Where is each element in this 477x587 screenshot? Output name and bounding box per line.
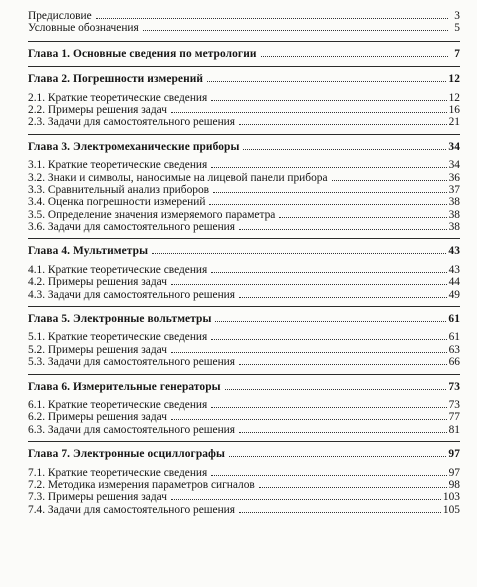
toc-page-number: 43	[448, 245, 460, 258]
toc-chapter-title: Глава 7. Электронные осциллографы	[28, 448, 226, 461]
toc-page-number: 105	[442, 503, 460, 516]
toc-chapter-4[interactable]	[28, 245, 460, 257]
toc-entry-label: 4.3. Задачи для самостоятельного решения	[28, 288, 236, 301]
toc-entry-label: 3.5. Определение значения измеряемого параметра	[28, 208, 276, 221]
dot-leader	[239, 123, 447, 125]
toc-section-7-3[interactable]	[28, 491, 460, 503]
toc-entry-label: 4.1. Краткие теоретические сведения	[28, 263, 208, 276]
toc-page-number: 49	[448, 288, 460, 301]
dot-leader	[96, 17, 448, 19]
toc-page-number: 16	[448, 103, 460, 116]
toc-chapter-title: Глава 4. Мультиметры	[28, 245, 149, 258]
toc-page-number: 34	[448, 159, 460, 172]
dot-leader	[171, 418, 447, 420]
toc-entry-label: 3.2. Знаки и символы, наносимые на лицевой панели прибора	[28, 171, 328, 184]
toc-page-number: 98	[448, 478, 460, 491]
toc-entry-label: 6.1. Краткие теоретические сведения	[28, 398, 208, 411]
dot-leader	[229, 455, 446, 457]
toc-page-number: 34	[448, 140, 460, 153]
toc-page-number: 63	[448, 343, 460, 356]
dot-leader	[211, 271, 446, 273]
toc-section-6-2[interactable]	[28, 411, 460, 423]
toc-page-number: 73	[448, 398, 460, 411]
toc-entry-label: 7.3. Примеры решения задач	[28, 491, 167, 504]
toc-section-6-1[interactable]	[28, 399, 460, 411]
toc-page-number: 37	[448, 183, 460, 196]
toc-entry-label: Условные обозначения	[28, 22, 139, 35]
dot-leader	[211, 166, 446, 168]
dot-leader	[171, 111, 447, 113]
toc-entry-label: 2.2. Примеры решения задач	[28, 103, 167, 116]
toc-page-number: 12	[448, 73, 460, 86]
toc-entry-label: 3.1. Краткие теоретические сведения	[28, 159, 208, 172]
toc-page-number: 66	[448, 356, 460, 369]
toc-section-3-4[interactable]	[28, 196, 460, 208]
dot-leader	[211, 338, 446, 340]
toc-page-number: 12	[448, 91, 460, 104]
toc-page-number: 61	[448, 313, 460, 326]
toc-chapter-1[interactable]	[28, 48, 460, 60]
dot-leader	[239, 296, 447, 298]
toc-chapter-title: Глава 3. Электромеханические приборы	[28, 140, 240, 153]
toc-page-number: 73	[448, 380, 460, 393]
toc-entry-label: 5.3. Задачи для самостоятельного решения	[28, 356, 236, 369]
toc-section-5-3[interactable]	[28, 356, 460, 368]
toc-page-number: 38	[448, 196, 460, 209]
dot-leader	[261, 55, 448, 57]
toc-section-4-3[interactable]	[28, 289, 460, 301]
toc-section-3-6[interactable]	[28, 221, 460, 233]
toc-page-number: 36	[448, 171, 460, 184]
dot-leader	[215, 320, 446, 322]
toc-entry-label: 7.1. Краткие теоретические сведения	[28, 466, 208, 479]
toc-section-3-5[interactable]	[28, 209, 460, 221]
dot-leader	[171, 351, 447, 353]
dot-leader	[243, 148, 446, 150]
dot-leader	[225, 388, 447, 390]
toc-section-5-2[interactable]	[28, 344, 460, 356]
toc-page-number: 38	[448, 221, 460, 234]
toc-chapter-6[interactable]	[28, 381, 460, 393]
toc-page-number: 61	[448, 331, 460, 344]
dot-leader	[209, 203, 446, 205]
toc-entry-label: 7.2. Методика измерения параметров сигналов	[28, 478, 255, 491]
toc-section-7-4[interactable]	[28, 504, 460, 516]
toc-entry-label: 5.1. Краткие теоретические сведения	[28, 331, 208, 344]
toc-section-2-3[interactable]	[28, 116, 460, 128]
toc-entry-preface[interactable]	[28, 10, 460, 22]
toc-entry-label: 3.6. Задачи для самостоятельного решения	[28, 221, 236, 234]
toc-entry-symbols[interactable]	[28, 22, 460, 34]
dot-leader	[239, 228, 447, 230]
toc-page-number: 21	[448, 116, 460, 129]
dot-leader	[211, 99, 446, 101]
table-of-contents	[28, 10, 460, 516]
toc-section-3-3[interactable]	[28, 184, 460, 196]
toc-page-number: 103	[442, 491, 460, 504]
dot-leader	[152, 252, 446, 254]
toc-page-number: 7	[454, 47, 460, 60]
toc-section-4-2[interactable]	[28, 276, 460, 288]
toc-entry-label: 5.2. Примеры решения задач	[28, 343, 167, 356]
toc-page-number: 77	[448, 411, 460, 424]
toc-page-number: 38	[448, 208, 460, 221]
toc-page-number: 97	[448, 448, 460, 461]
toc-chapter-3[interactable]	[28, 141, 460, 153]
toc-page-number: 81	[448, 423, 460, 436]
dot-leader	[239, 511, 441, 513]
dot-leader	[211, 406, 446, 408]
toc-section-6-3[interactable]	[28, 424, 460, 436]
toc-chapter-title: Глава 1. Основные сведения по метрологии	[28, 47, 257, 60]
dot-leader	[332, 179, 447, 181]
dot-leader	[207, 80, 446, 82]
toc-page-number: 44	[448, 276, 460, 289]
toc-entry-label: 7.4. Задачи для самостоятельного решения	[28, 503, 236, 516]
toc-section-5-1[interactable]	[28, 331, 460, 343]
toc-section-7-2[interactable]	[28, 479, 460, 491]
toc-chapter-5[interactable]	[28, 313, 460, 325]
dot-leader	[259, 486, 447, 488]
toc-entry-label: 6.2. Примеры решения задач	[28, 411, 167, 424]
toc-chapter-7[interactable]	[28, 448, 460, 460]
toc-section-3-1[interactable]	[28, 159, 460, 171]
toc-entry-label: 2.1. Краткие теоретические сведения	[28, 91, 208, 104]
toc-chapter-title: Глава 5. Электронные вольтметры	[28, 313, 212, 326]
toc-entry-label: Предисловие	[28, 10, 92, 22]
toc-page-number: 97	[448, 466, 460, 479]
dot-leader	[171, 498, 441, 500]
dot-leader	[143, 29, 448, 31]
toc-entry-label: 3.4. Оценка погрешности измерений	[28, 196, 206, 209]
toc-section-4-1[interactable]	[28, 264, 460, 276]
toc-section-7-1[interactable]	[28, 467, 460, 479]
dot-leader	[239, 363, 447, 365]
dot-leader	[171, 283, 447, 285]
toc-entry-label: 4.2. Примеры решения задач	[28, 276, 167, 289]
toc-entry-label: 2.3. Задачи для самостоятельного решения	[28, 116, 236, 129]
toc-entry-label: 6.3. Задачи для самостоятельного решения	[28, 423, 236, 436]
dot-leader	[239, 431, 447, 433]
toc-entry-label: 3.3. Сравнительный анализ приборов	[28, 183, 210, 196]
toc-chapter-2[interactable]	[28, 73, 460, 85]
toc-section-2-1[interactable]	[28, 92, 460, 104]
dot-leader	[279, 216, 446, 218]
dot-leader	[213, 191, 447, 193]
dot-leader	[211, 474, 446, 476]
toc-section-2-2[interactable]	[28, 104, 460, 116]
toc-chapter-title: Глава 6. Измерительные генераторы	[28, 380, 221, 393]
toc-chapter-title: Глава 2. Погрешности измерений	[28, 73, 204, 86]
toc-page-number: 5	[454, 22, 460, 35]
toc-page-number: 43	[448, 263, 460, 276]
toc-section-3-2[interactable]	[28, 172, 460, 184]
toc-page-number: 3	[454, 10, 460, 22]
